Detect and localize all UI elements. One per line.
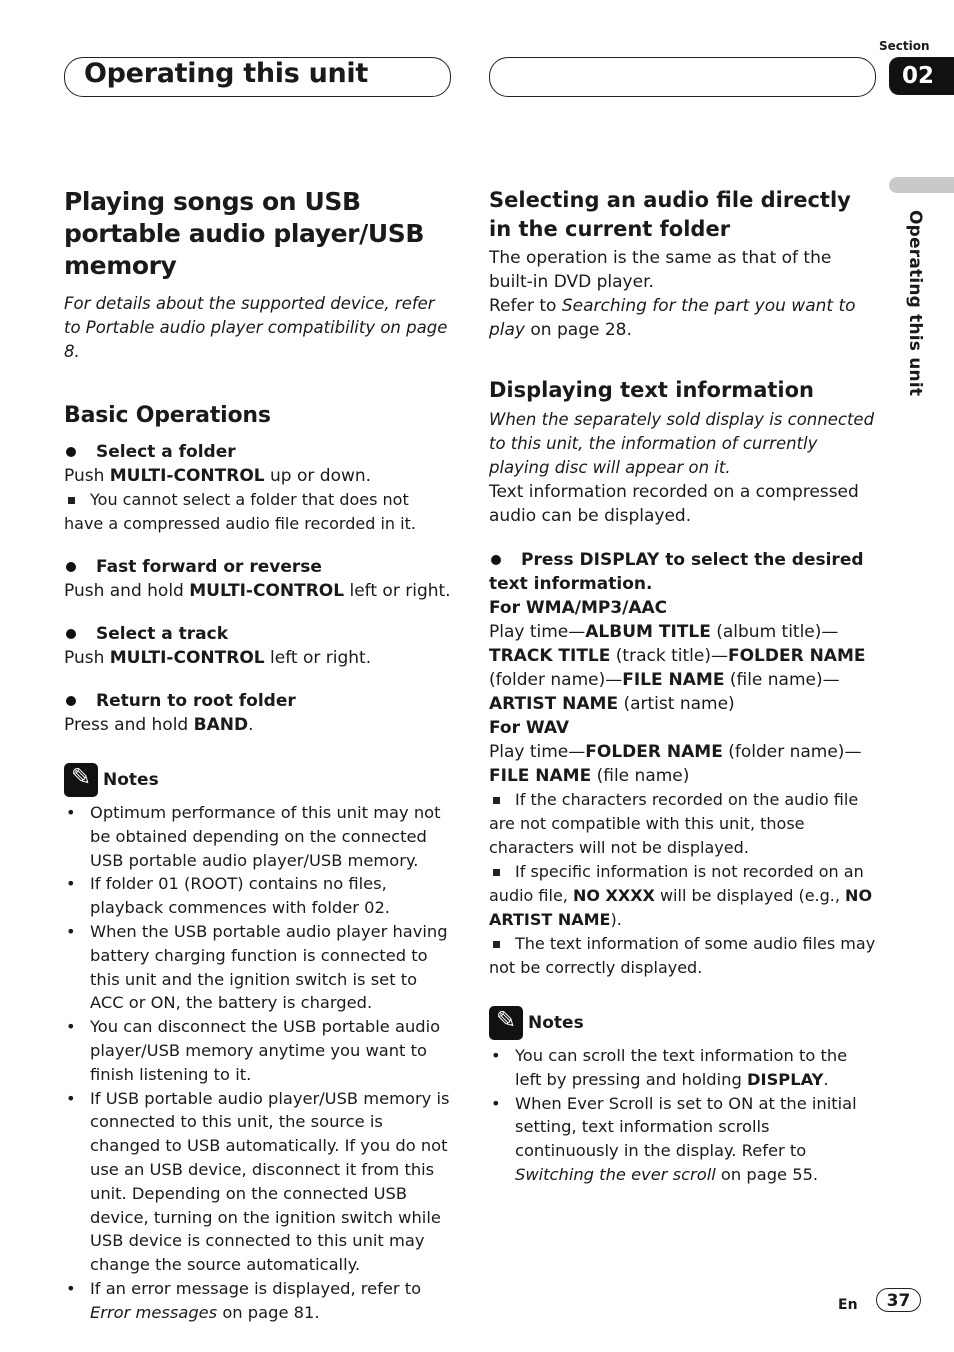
op-title: Select a track bbox=[64, 622, 452, 646]
sequence-part: (file name) bbox=[591, 766, 690, 786]
select-p1: The operation is the same as that of the built-in DVD player. bbox=[489, 248, 832, 292]
op-fast-forward bbox=[64, 555, 452, 603]
press-display-instruction: Press DISPLAY to select the desired text information. bbox=[489, 548, 877, 596]
square-bullet-icon bbox=[68, 497, 75, 504]
op-root-folder bbox=[64, 689, 452, 737]
section-label: Section bbox=[879, 39, 930, 53]
sequence-part: (folder name)— bbox=[489, 670, 623, 690]
info-note-3: The text information of some audio files may not be correctly displayed. bbox=[489, 934, 876, 977]
select-file-heading: Selecting an audio file directly in the current folder bbox=[489, 188, 851, 241]
op-title: Select a folder bbox=[64, 440, 452, 464]
language-label: En bbox=[838, 1297, 858, 1313]
wma-sequence bbox=[489, 620, 877, 716]
list-item: • When Ever Scroll is set to ON at the initial setting, text information scrolls continuously in the display. Refer to Switching the ever scroll on page 55. bbox=[489, 1092, 877, 1187]
intro-text: For details about the supported device, refer to Portable audio player compatibility on page 8. bbox=[64, 294, 448, 361]
display-intro: When the separately sold display is connected to this unit, the information of currently playing disc will appear on it. bbox=[489, 410, 875, 477]
op-desc: Press and hold BAND. bbox=[64, 715, 254, 735]
list-item: • If an error message is displayed, refer to Error messages on page 81. bbox=[64, 1277, 452, 1325]
op-desc: Push MULTI-CONTROL up or down. bbox=[64, 466, 372, 486]
notes-header bbox=[489, 1006, 877, 1040]
header-right-frame bbox=[489, 57, 876, 97]
sequence-part: FILE NAME bbox=[622, 670, 725, 690]
op-title: Return to root folder bbox=[64, 689, 452, 713]
square-bullet-icon bbox=[493, 797, 500, 804]
op-desc: Push MULTI-CONTROL left or right. bbox=[64, 648, 372, 668]
wav-sequence bbox=[489, 740, 877, 788]
list-item: • You can disconnect the USB portable audio player/USB memory anytime you want to finish listening to it. bbox=[64, 1015, 452, 1086]
sequence-part: FOLDER NAME bbox=[585, 742, 723, 762]
side-section-label: Operating this unit bbox=[905, 210, 925, 397]
list-item: • You can scroll the text information to the left by pressing and holding DISPLAY. bbox=[489, 1044, 877, 1092]
sequence-part: (album title)— bbox=[710, 622, 839, 642]
for-wav-label: For WAV bbox=[489, 718, 570, 738]
list-item: • If USB portable audio player/USB memory is connected to this unit, the source is changed to USB automatically. If you do not use an USB device, disconnect it from this unit. Depending on the connected USB device, turning on the ignition switch while USB device is connected to this unit may change the source automatically. bbox=[64, 1087, 452, 1277]
pencil-note-icon bbox=[489, 1006, 523, 1040]
for-wma-label: For WMA/MP3/AAC bbox=[489, 598, 668, 618]
op-desc: Push and hold MULTI-CONTROL left or right. bbox=[64, 581, 451, 601]
sequence-part: TRACK TITLE bbox=[489, 646, 611, 666]
basic-operations-heading: Basic Operations bbox=[64, 403, 271, 428]
page-number: 37 bbox=[876, 1288, 921, 1312]
section-number-badge: 02 bbox=[889, 57, 954, 95]
square-bullet-icon bbox=[493, 941, 500, 948]
op-select-track bbox=[64, 622, 452, 670]
select-p2: Refer to Searching for the part you want to play on page 28. bbox=[489, 296, 856, 340]
notes-header bbox=[64, 763, 452, 797]
list-item: • Optimum performance of this unit may not be obtained depending on the connected USB portable audio player/USB memory. bbox=[64, 801, 452, 872]
pencil-note-icon bbox=[64, 763, 98, 797]
square-bullet-icon bbox=[493, 869, 500, 876]
right-column bbox=[489, 186, 877, 1187]
list-item: • When the USB portable audio player having battery charging function is connected to this unit and the ignition switch is set to ACC or ON, the battery is charged. bbox=[64, 920, 452, 1015]
op-title: Fast forward or reverse bbox=[64, 555, 452, 579]
sequence-part: ALBUM TITLE bbox=[585, 622, 711, 642]
sequence-part: Play time— bbox=[489, 742, 586, 762]
main-heading: Playing songs on USB portable audio player/USB memory bbox=[64, 187, 424, 280]
sequence-part: (folder name)— bbox=[722, 742, 862, 762]
sequence-part: (file name)— bbox=[724, 670, 840, 690]
op-select-folder bbox=[64, 440, 452, 536]
sequence-part: (artist name) bbox=[618, 694, 735, 714]
sequence-part: (track title)— bbox=[610, 646, 728, 666]
display-p: Text information recorded on a compressed audio can be displayed. bbox=[489, 482, 859, 526]
info-note-2: If specific information is not recorded on an audio file, NO XXXX will be displayed (e.g., NO ARTIST NAME). bbox=[489, 862, 873, 929]
left-column bbox=[64, 186, 452, 1325]
sequence-part: ARTIST NAME bbox=[489, 694, 619, 714]
list-item: • If folder 01 (ROOT) contains no files, playback commences with folder 02. bbox=[64, 872, 452, 920]
sequence-part: Play time— bbox=[489, 622, 586, 642]
info-note-1: If the characters recorded on the audio file are not compatible with this unit, those characters will not be displayed. bbox=[489, 790, 859, 857]
sequence-part: FOLDER NAME bbox=[727, 646, 866, 666]
notes-list bbox=[64, 801, 452, 1325]
side-tab-marker bbox=[889, 177, 954, 193]
op-note: You cannot select a folder that does not have a compressed audio file recorded in it. bbox=[64, 490, 416, 533]
page-header-title: Operating this unit bbox=[84, 58, 368, 89]
notes-list bbox=[489, 1044, 877, 1187]
notes-label: Notes bbox=[528, 1013, 584, 1033]
display-text-heading: Displaying text information bbox=[489, 378, 814, 402]
sequence-part: FILE NAME bbox=[489, 766, 592, 786]
notes-label: Notes bbox=[103, 770, 159, 790]
